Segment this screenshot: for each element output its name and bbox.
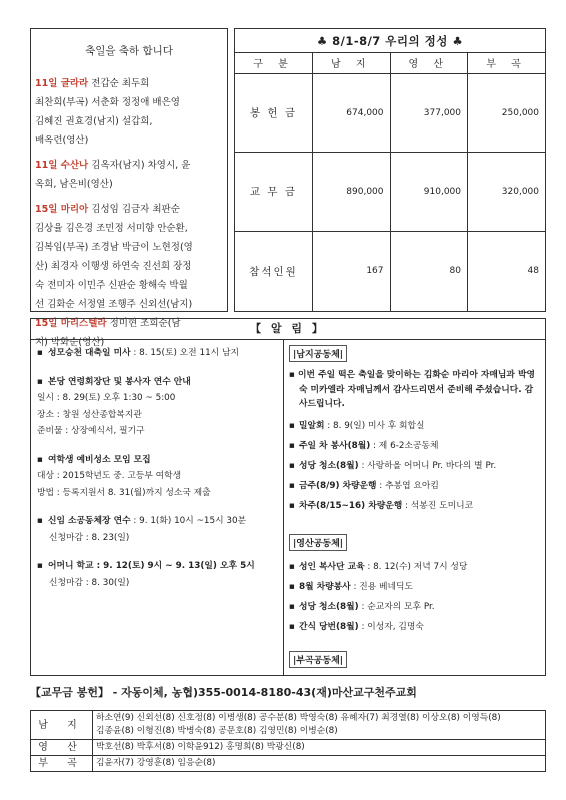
feast-line: 옥희, 남은비(영산) — [35, 179, 113, 190]
feast-day-box — [30, 28, 228, 348]
feast-line: 11일 수산나 김옥자(남지) 차영시, 윤 — [35, 160, 191, 171]
feast-line: 산) 최경자 이행생 하연숙 진선희 장정 — [35, 261, 192, 272]
feast-line: 배옥련(영산) — [35, 135, 89, 146]
row-label: 남 지 — [31, 711, 93, 740]
offering-header-row — [235, 53, 545, 73]
donor-names-cell: 하소연(9) 신외선(8) 신호정(8) 이병생(8) 공수분(8) 박영숙(8) 유혜자(7) 최경열(8) 이상오(8) 이영득(8) 김종윤(8) 이형진(8) 박병숙(8) 공문호(8) 김영민(8) 이병순(8) — [93, 711, 546, 740]
table-row — [235, 231, 545, 311]
feast-group-susanna — [35, 156, 223, 194]
notice-left-column — [37, 345, 281, 603]
feast-line: 15일 마리아 김성임 김금자 최판순 — [35, 204, 180, 215]
donor-names-cell: 김윤자(7) 강영훈(8) 임응순(8) — [93, 756, 546, 772]
notice-item-mother-school: ▪ 어머니 학교 : 9. 12(토) 9시 ~ 9. 13(일) 오후 5시 신청마감 : 8. 30(일) — [37, 558, 281, 591]
table-cell: 890,000 — [313, 152, 391, 231]
yeongsan-item: ▪ 성당 청소(8월) : 순교자의 모후 Pr. — [289, 597, 541, 617]
yeongsan-item: ▪ 성인 복사단 교육 : 8. 12(수) 저녁 7시 성당 — [289, 557, 541, 577]
notice-item-mass: ▪ 성모승천 대축일 미사 : 8. 15(토) 오전 11시 남지 — [37, 345, 281, 362]
yeongsan-item: ▪ 간식 당번(8월) : 이성자, 김명숙 — [289, 617, 541, 637]
table-row — [31, 756, 546, 772]
feast-line: 최찬희(부곡) 서춘화 정정애 배은영 — [35, 97, 180, 108]
table-row — [31, 711, 546, 740]
namji-thanks-note: ▪ 이번 주일 떡은 축일을 맞이하는 김화순 마리아 자매님과 박영숙 미카엘라 자매님께서 감사드리면서 준비해 주셨습니다. 감사드립니다. — [289, 368, 541, 412]
table-cell: 674,000 — [313, 73, 391, 152]
column-header: 영 산 — [390, 53, 468, 73]
column-header: 구 분 — [235, 53, 313, 73]
namji-item: ▪ 금주(8/9) 차량운행 : 추봉엽 요아킴 — [289, 476, 541, 496]
section-label-namji: |남지공동체| — [289, 345, 347, 362]
feast-group-clara — [35, 74, 223, 150]
notice-title: 【 알 림 】 — [31, 319, 545, 340]
row-label: 교 무 금 — [235, 152, 313, 231]
feast-line: 지) 박화순(영산) — [35, 337, 105, 348]
feast-line: 김복임(부곡) 조경남 박금이 노현정(영 — [35, 242, 193, 253]
table-row — [31, 740, 546, 756]
column-header: 부 곡 — [468, 53, 546, 73]
feast-names: 김성임 김금자 최판순 — [88, 204, 180, 215]
namji-item: ▪ 주일 차 봉사(8월) : 제 6-2소공동체 — [289, 436, 541, 456]
section-label-yeongsan: |영산공동체| — [289, 534, 347, 551]
row-label: 참석인원 — [235, 231, 313, 311]
offering-title: ♣ 8/1-8/7 우리의 정성 ♣ — [235, 29, 545, 53]
notice-right-column — [289, 345, 541, 674]
feast-names: 김옥자(남지) 차영시, 윤 — [88, 160, 191, 171]
feast-line: 15일 마리스텔라 정미현 조희순(남 — [35, 318, 181, 329]
table-cell: 167 — [313, 231, 391, 311]
offering-table — [235, 53, 545, 311]
notice-section — [30, 318, 546, 676]
feast-line: 선 김화순 서정열 조행주 신외선(남지) — [35, 299, 193, 310]
offering-summary — [234, 28, 546, 312]
feast-day-title: 축일을 축하 합니다 — [85, 45, 173, 57]
yeongsan-item: ▪ 8월 차량봉사 : 진용 베네딕도 — [289, 577, 541, 597]
row-label: 봉 헌 금 — [235, 73, 313, 152]
donor-names-cell: 박호선(8) 박후서(8) 이학윤912) 홍명희(8) 박광신(8) — [93, 740, 546, 756]
feast-line: 숙 전미자 이민주 신판순 황해숙 박월 — [35, 280, 188, 291]
feast-line: 김상율 김은경 조민정 서미향 안순환, — [35, 223, 188, 234]
row-label: 부 곡 — [31, 756, 93, 772]
notice-item-retreat: ▪ 여학생 예비성소 모임 모집 대상 : 2015학년도 중. 고등부 여학생 방법 : 등록지원서 8. 31(월)까지 성소국 제출 — [37, 452, 281, 502]
notice-item-lecture: ▪ 본당 연령회장단 및 봉사자 연수 안내 일시 : 8. 29(토) 오후 1:30 ~ 5:00 장소 : 창원 성산종합복지관 준비물 : 상장예식서, 필기구 — [37, 374, 281, 440]
table-row — [235, 152, 545, 231]
section-label-bugok: |부곡공동체| — [289, 651, 347, 668]
feast-group-maria — [35, 200, 223, 314]
feast-names: 정미현 조희순(남 — [106, 318, 181, 329]
notice-item-training: ▪ 신임 소공동체장 연수 : 9. 1(화) 10시 ~15시 30분 신청마감 : 8. 23(일) — [37, 513, 281, 546]
column-header: 남 지 — [313, 53, 391, 73]
column-divider — [283, 340, 284, 676]
table-cell: 910,000 — [390, 152, 468, 231]
namji-item: ▪ 밀알회 : 8. 9(일) 미사 후 회합실 — [289, 416, 541, 436]
table-cell: 320,000 — [468, 152, 546, 231]
feast-line: 김혜진 권효경(남지) 설갑희, — [35, 116, 153, 127]
table-row — [235, 73, 545, 152]
table-cell: 377,000 — [390, 73, 468, 152]
row-label: 영 산 — [31, 740, 93, 756]
table-cell: 48 — [527, 266, 539, 277]
namji-item: ▪ 성당 청소(8월) : 사랑하올 어머니 Pr. 바다의 별 Pr. — [289, 456, 541, 476]
donor-table — [30, 710, 546, 772]
table-cell: 250,000 — [468, 73, 546, 152]
feast-line: 11일 글라라 전갑순 최두희 — [35, 78, 150, 89]
offering-account-banner: 【교무금 봉헌】 - 자동이체, 농협)355-0014-8180-43(재)마산교구천주교회 — [30, 686, 417, 699]
feast-names: 전갑순 최두희 — [88, 78, 150, 89]
namji-item: ▪ 차주(8/15~16) 차량운행 : 석봉진 도미니코 — [289, 496, 541, 516]
table-cell: 80 — [390, 231, 468, 311]
